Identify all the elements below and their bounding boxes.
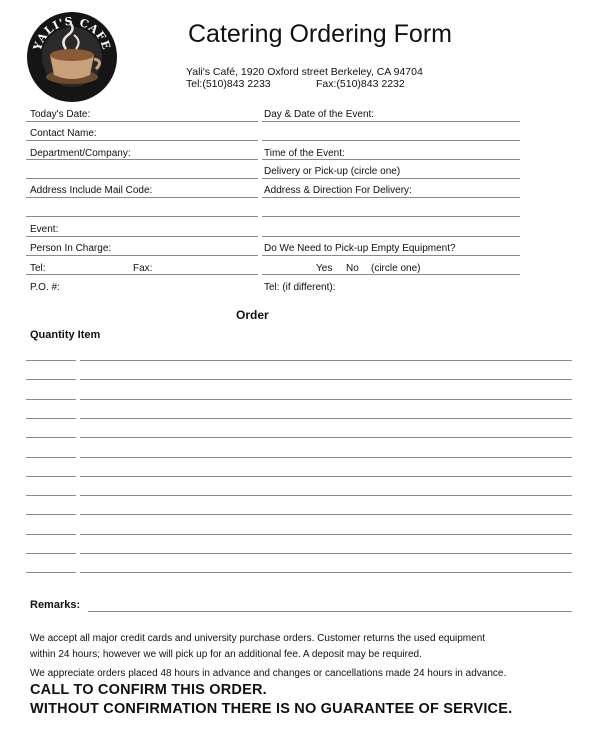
pickup-equipment-field[interactable] bbox=[262, 255, 520, 256]
item-cell[interactable] bbox=[80, 495, 572, 496]
quantity-cell[interactable] bbox=[26, 553, 76, 554]
policy-text-line-2: within 24 hours; however we will pick up for an additional fee. A deposit may be required. bbox=[30, 649, 422, 660]
delivery-pickup-label: Delivery or Pick-up (circle one) bbox=[264, 166, 401, 177]
time-event-label: Time of the Event: bbox=[264, 148, 345, 159]
address-mail-field[interactable] bbox=[26, 197, 258, 198]
time-event-field[interactable] bbox=[262, 159, 520, 160]
event-label: Event: bbox=[30, 224, 59, 235]
logo-text: YALI'S CAFE bbox=[30, 14, 114, 52]
no-option[interactable]: No bbox=[346, 263, 359, 274]
quantity-cell[interactable] bbox=[26, 572, 76, 573]
department-field[interactable] bbox=[26, 159, 258, 160]
delivery-pickup-field[interactable] bbox=[262, 178, 520, 179]
item-cell[interactable] bbox=[80, 457, 572, 458]
todays-date-label: Today's Date: bbox=[30, 109, 91, 120]
po-label: P.O. #: bbox=[30, 282, 60, 293]
tel-fax-field[interactable] bbox=[26, 274, 258, 275]
quantity-cell[interactable] bbox=[26, 379, 76, 380]
policy-text-line-1: We accept all major credit cards and university purchase orders. Customer returns the used equipment bbox=[30, 633, 486, 644]
item-cell[interactable] bbox=[80, 553, 572, 554]
item-cell[interactable] bbox=[80, 572, 572, 573]
page-title: Catering Ordering Form bbox=[188, 20, 452, 48]
remarks-label: Remarks: bbox=[30, 599, 81, 611]
todays-date-field[interactable] bbox=[26, 121, 258, 122]
address-direction-label: Address & Direction For Delivery: bbox=[264, 185, 412, 196]
cafe-address: Yali's Café, 1920 Oxford street Berkeley, CA 94704 bbox=[186, 66, 423, 78]
remarks-field[interactable] bbox=[88, 611, 572, 612]
address-direction-field[interactable] bbox=[262, 197, 520, 198]
day-date-event-field-2[interactable] bbox=[262, 140, 520, 141]
quantity-cell[interactable] bbox=[26, 437, 76, 438]
quantity-item-heading: Quantity Item bbox=[30, 329, 101, 341]
department-field-2[interactable] bbox=[26, 178, 258, 179]
quantity-cell[interactable] bbox=[26, 495, 76, 496]
tel-label: Tel: bbox=[30, 263, 46, 274]
event-field[interactable] bbox=[26, 236, 258, 237]
day-date-event-field[interactable] bbox=[262, 121, 520, 122]
no-guarantee-text: WITHOUT CONFIRMATION THERE IS NO GUARANTEE OF SERVICE. bbox=[30, 701, 513, 717]
day-date-event-label: Day & Date of the Event: bbox=[264, 109, 375, 120]
quantity-cell[interactable] bbox=[26, 399, 76, 400]
department-label: Department/Company: bbox=[30, 148, 131, 159]
contact-name-field[interactable] bbox=[26, 140, 258, 141]
item-cell[interactable] bbox=[80, 437, 572, 438]
circle-one-note: (circle one) bbox=[371, 263, 421, 274]
address-direction-field-3[interactable] bbox=[262, 236, 520, 237]
person-in-charge-field[interactable] bbox=[26, 255, 258, 256]
yalis-cafe-logo bbox=[26, 11, 118, 103]
person-in-charge-label: Person In Charge: bbox=[30, 243, 112, 254]
item-cell[interactable] bbox=[80, 360, 572, 361]
address-mail-label: Address Include Mail Code: bbox=[30, 185, 153, 196]
cafe-fax: Fax:(510)843 2232 bbox=[316, 78, 405, 90]
item-cell[interactable] bbox=[80, 534, 572, 535]
quantity-cell[interactable] bbox=[26, 534, 76, 535]
item-cell[interactable] bbox=[80, 399, 572, 400]
fax-label: Fax: bbox=[133, 263, 153, 274]
item-cell[interactable] bbox=[80, 379, 572, 380]
address-mail-field-2[interactable] bbox=[26, 216, 258, 217]
quantity-cell[interactable] bbox=[26, 418, 76, 419]
item-cell[interactable] bbox=[80, 514, 572, 515]
contact-name-label: Contact Name: bbox=[30, 128, 97, 139]
call-confirm-text: CALL TO CONFIRM THIS ORDER. bbox=[30, 682, 267, 698]
tel-different-label: Tel: (if different): bbox=[264, 282, 336, 293]
quantity-cell[interactable] bbox=[26, 476, 76, 477]
item-cell[interactable] bbox=[80, 418, 572, 419]
address-direction-field-2[interactable] bbox=[262, 216, 520, 217]
yes-option[interactable]: Yes bbox=[316, 263, 333, 274]
pickup-equipment-label: Do We Need to Pick-up Empty Equipment? bbox=[264, 243, 456, 254]
advance-order-text: We appreciate orders placed 48 hours in advance and changes or cancellations made 24 hours in advance. bbox=[30, 668, 507, 679]
item-cell[interactable] bbox=[80, 476, 572, 477]
yes-no-field[interactable] bbox=[262, 274, 520, 275]
order-heading: Order bbox=[236, 308, 269, 322]
cafe-tel: Tel:(510)843 2233 bbox=[186, 78, 271, 90]
quantity-cell[interactable] bbox=[26, 514, 76, 515]
quantity-cell[interactable] bbox=[26, 360, 76, 361]
quantity-cell[interactable] bbox=[26, 457, 76, 458]
